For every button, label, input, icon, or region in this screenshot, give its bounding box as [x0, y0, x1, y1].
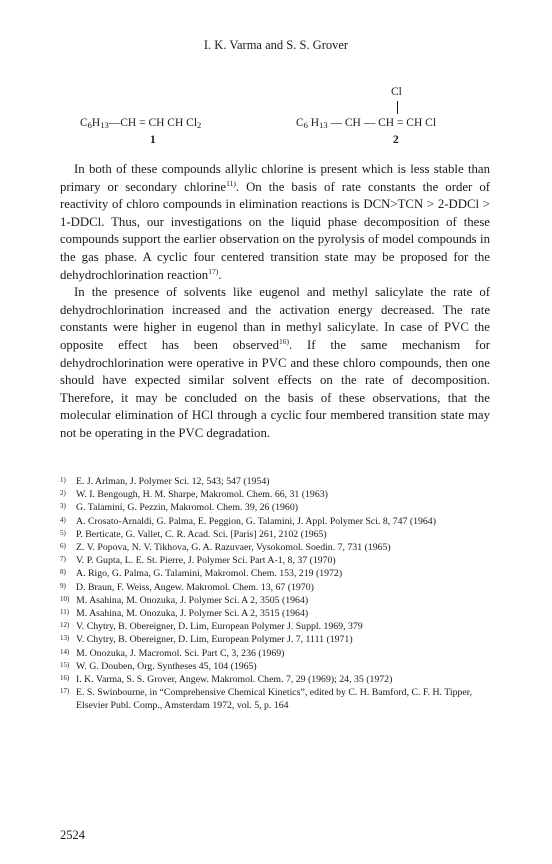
reference-text: G. Talamini, G. Pezzin, Makromol. Chem. 39, 26 (1960) — [76, 502, 298, 514]
page-number: 2524 — [60, 828, 85, 842]
compound-1-formula: $C_6H_{13}—CH$ = CH CH $Cl_2$ — [80, 117, 202, 130]
compound-2-bond — [397, 101, 398, 114]
reference-number: 4) — [60, 515, 66, 524]
reference-text: W. G. Douben, Org. Syntheses 45, 104 (1965) — [76, 660, 257, 672]
reference-number: 1) — [60, 476, 66, 484]
reference-number: 2) — [60, 489, 66, 498]
reference-item — [60, 501, 500, 514]
reference-number: 5) — [60, 528, 66, 537]
reference-number: 8) — [60, 568, 66, 577]
reference-item — [60, 607, 500, 620]
reference-item — [60, 488, 500, 501]
reference-item — [60, 686, 500, 712]
reference-number: 10) — [60, 594, 70, 603]
reference-text: I. K. Varma, S. S. Grover, Angew. Makromol. Chem. 7, 29 (1969); 24, 35 (1972) — [76, 674, 393, 686]
reference-number: 16) — [60, 674, 70, 683]
reference-item — [60, 515, 500, 528]
reference-text: A. Rigo, G. Palma, G. Talamini, Makromol. Chem. 153, 219 (1972) — [76, 568, 343, 580]
reference-list — [60, 475, 500, 713]
reference-item — [60, 647, 500, 660]
reference-number: 12) — [60, 621, 70, 630]
reference-text: A. Crosato-Arnaldi, G. Palma, E. Peggion, G. Talamini, J. Appl. Polymer Sci. 8, 747 (1964) — [76, 515, 436, 527]
reference-text: M. Asahina, M. Onozuka, J. Polymer Sci. A 2, 3515 (1964) — [76, 608, 309, 620]
compound-2-label: 2 — [393, 134, 399, 146]
reference-number: 6) — [60, 542, 66, 551]
reference-number: 14) — [60, 647, 70, 656]
reference-item — [60, 554, 500, 567]
reference-text: E. J. Arlman, J. Polymer Sci. 12, 543; 547 (1954) — [76, 476, 270, 487]
reference-text: D. Braun, F. Weiss, Angew. Makromol. Chem. 13, 67 (1970) — [76, 581, 314, 593]
reference-text: V. Chytry, B. Obereigner, D. Lim, European Polymer J. Suppl. 1969, 379 — [76, 621, 363, 633]
reference-item — [60, 594, 500, 607]
reference-text: W. I. Bengough, H. M. Sharpe, Makromol. Chem. 66, 31 (1963) — [76, 489, 328, 501]
compound-1-label: 1 — [150, 134, 156, 146]
reference-text: Z. V. Popova, N. V. Tikhova, G. A. Razuvaer, Vysokomol. Soedin. 7, 731 (1965) — [76, 542, 391, 554]
reference-text: P. Berticate, G. Vallet, C. R. Acad. Sci. [Paris] 261, 2102 (1965) — [76, 528, 327, 540]
reference-number: 17) — [60, 687, 70, 696]
reference-number: 15) — [60, 660, 70, 669]
paragraph-2: In the presence of solvents like eugenol and methyl salicylate the rate of dehydrochlorination increased and the activation energy decreased. The rate constants were higher in eugenol than in methyl salicylate. In case of PVC the opposite effect has been observed$^{16)}$. If the same mechanism for dehydrochlorination were operative in PVC and these chloro compounds, then one should have expected similar solvent effects on the rate of decomposition. Therefore, it may be concluded on the basis of these observations, that the molecular elimination of HCl through a cyclic four membered transition state may not be operating in the PVC degradation. — [60, 285, 490, 440]
reference-item — [60, 581, 500, 594]
reference-text: M. Asahina, M. Onozuka, J. Polymer Sci. A 2, 3505 (1964) — [76, 594, 309, 606]
reference-item — [60, 620, 500, 633]
reference-number: 9) — [60, 581, 66, 590]
paragraph-1: In both of these compounds allylic chlorine is present which is less stable than primary or secondary chlorine$^{11)}$. On the basis of rate constants the order of reactivity of chloro compounds in elimination reactions is DCN>TCN > 2-DDCl > 1-DDCl. Thus, our investigations on the liquid phase decomposition of these compounds support the earlier observation on the pyrolysis of model compounds in the gas phase. A cyclic four centered transition state may be proposed for the dehydrochlorination reaction$^{17)}$. — [60, 162, 490, 282]
reference-number: 7) — [60, 555, 66, 564]
reference-item — [60, 673, 500, 686]
reference-item — [60, 633, 500, 646]
reference-text: E. S. Swinbourne, in “Comprehensive Chemical Kinetics”, edited by C. H. Bamford, C. F. H. Tipper, Elsevier Publ. Comp., Amsterdam 1972, vol. 5, p. 164 — [76, 687, 473, 712]
reference-item — [60, 541, 500, 554]
compound-2-formula: $C_6$ $H_{13}$ — CH — CH = CH Cl — [296, 117, 437, 130]
running-header: I. K. Varma and S. S. Grover — [203, 38, 349, 52]
reference-text: M. Onozuka, J. Macromol. Sci. Part C, 3, 236 (1969) — [76, 647, 285, 659]
compound-2-chlorine: Cl — [391, 86, 402, 98]
reference-item — [60, 475, 500, 488]
body-text — [60, 161, 490, 443]
reference-number: 3) — [60, 502, 66, 511]
reference-text: V. P. Gupta, L. E. St. Pierre, J. Polymer Sci. Part A-1, 8, 37 (1970) — [76, 555, 336, 567]
reference-item — [60, 660, 500, 673]
reference-item — [60, 528, 500, 541]
reference-number: 11) — [60, 608, 70, 617]
reference-item — [60, 567, 500, 580]
reference-number: 13) — [60, 634, 70, 643]
reference-text: V. Chytry, B. Obereigner, D. Lim, European Polymer J. 7, 1111 (1971) — [76, 634, 353, 646]
